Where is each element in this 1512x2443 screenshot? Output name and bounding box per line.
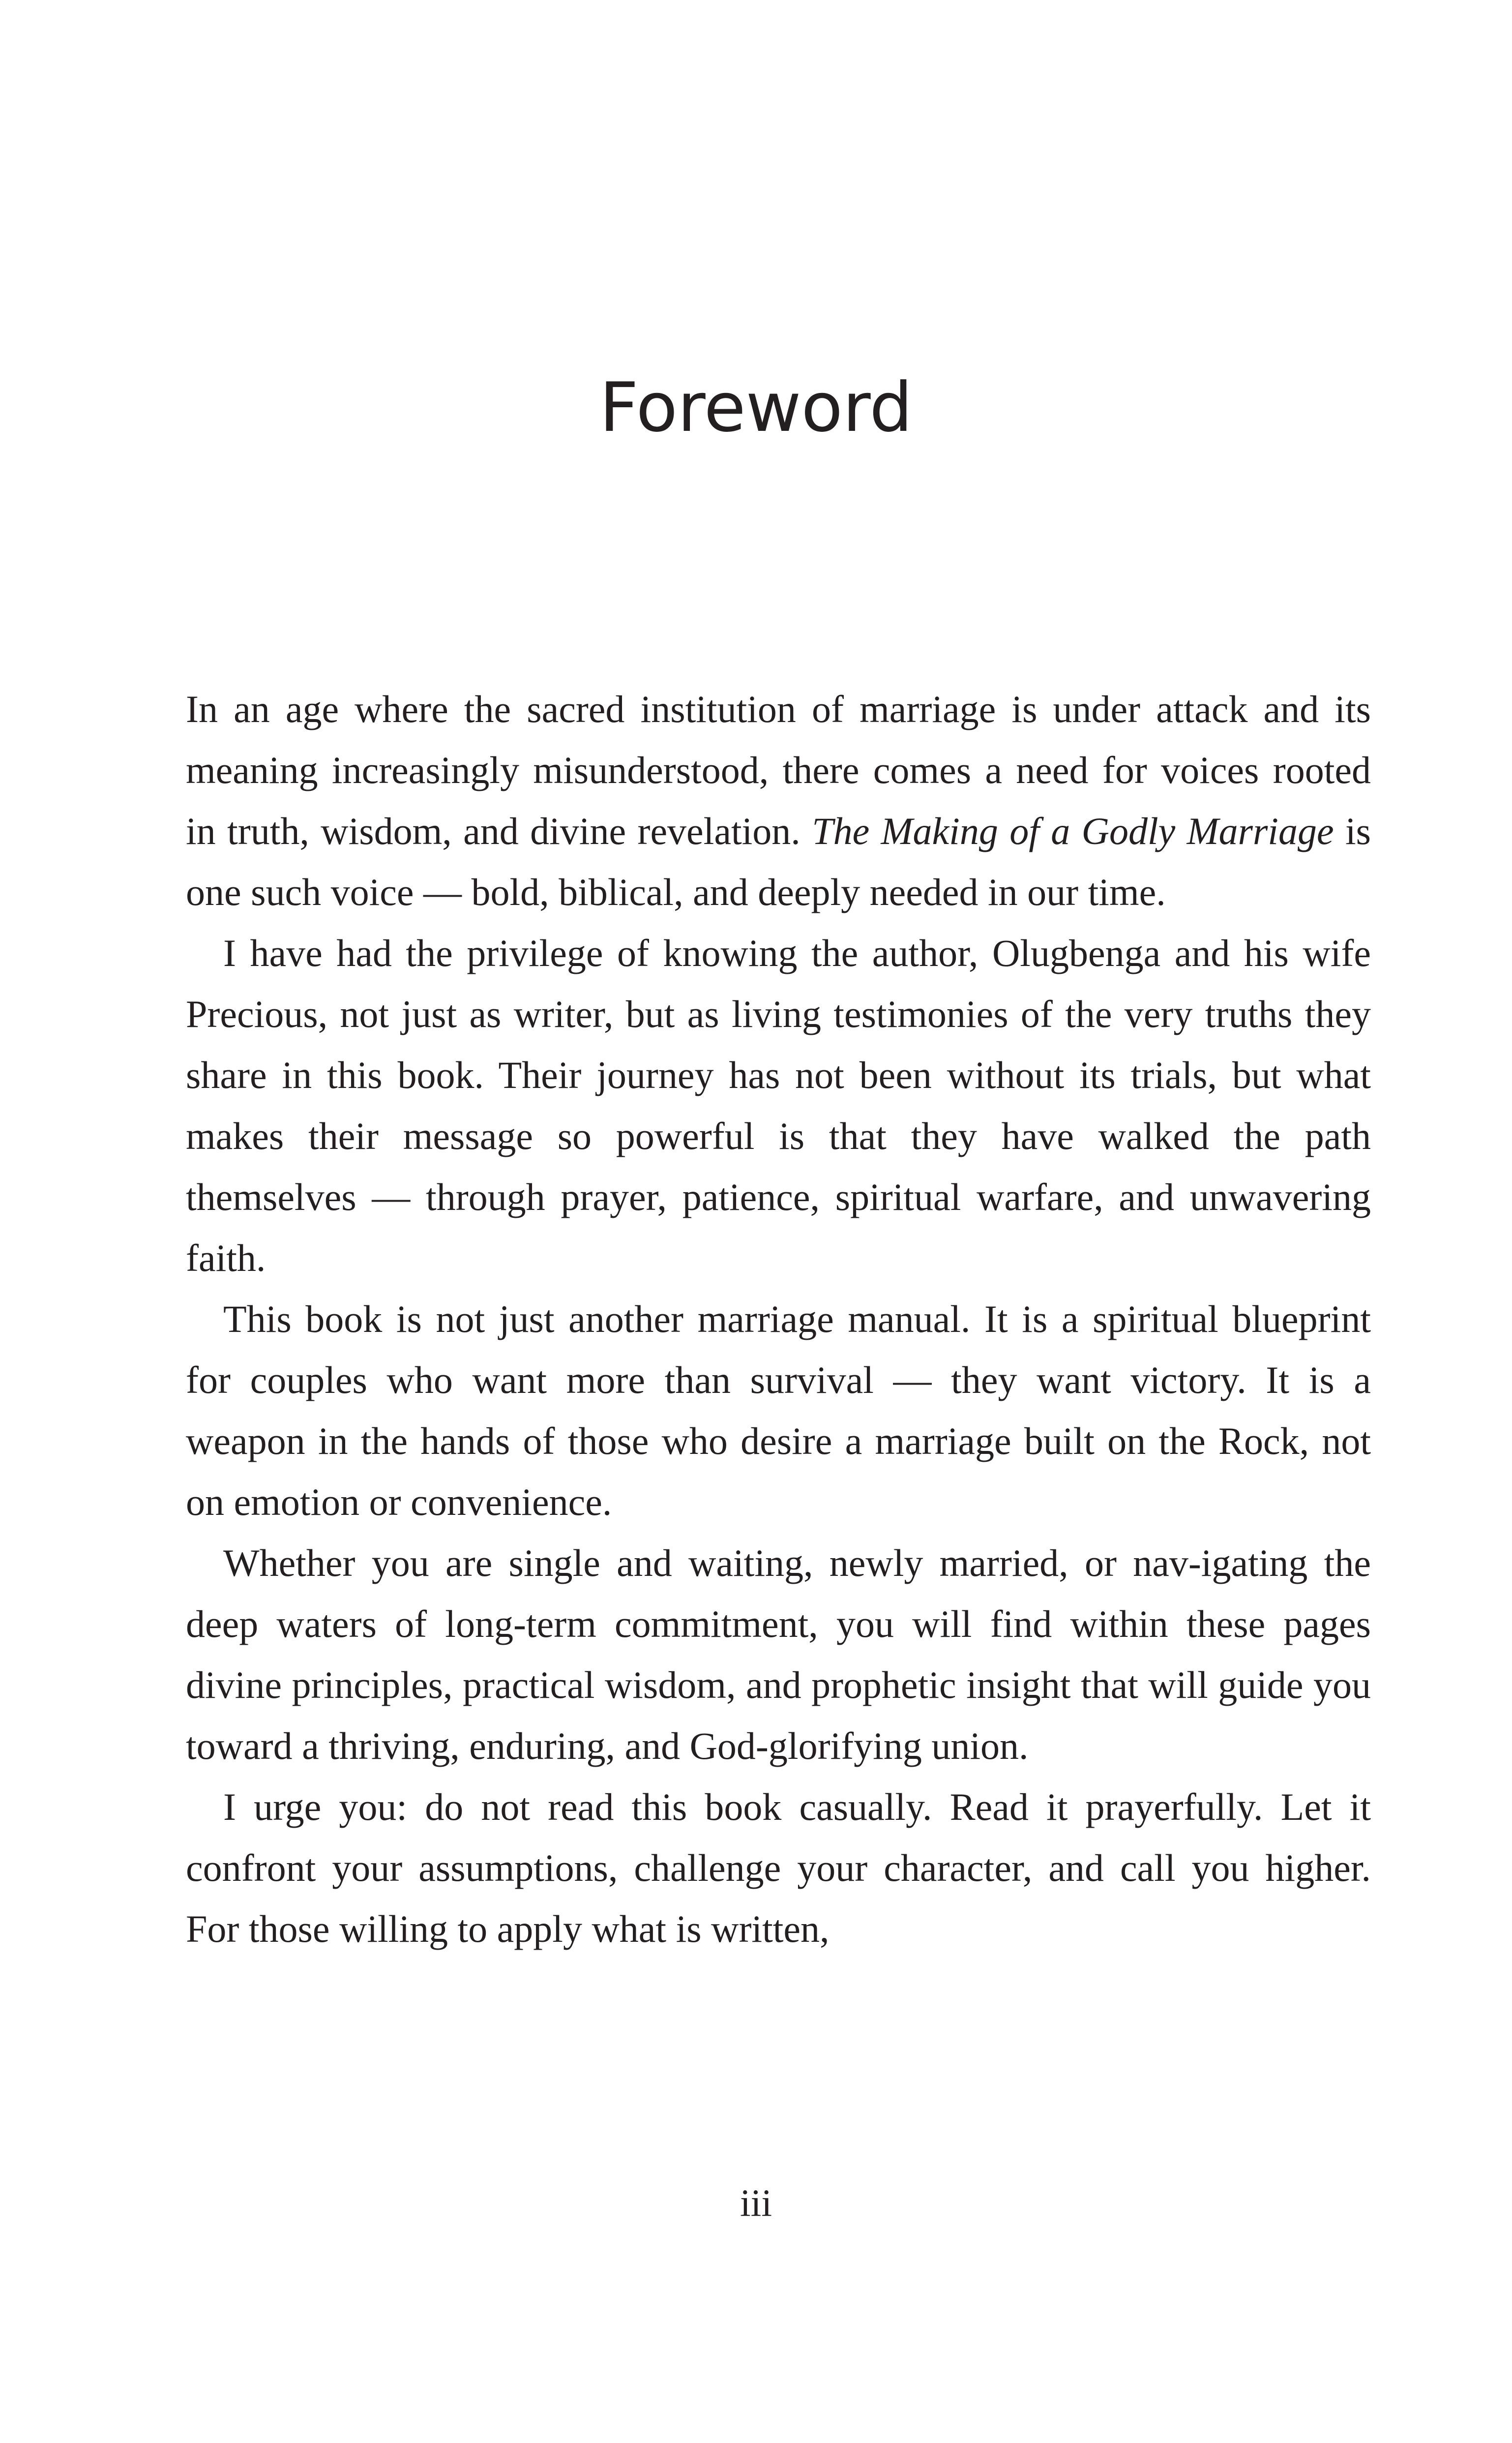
- paragraph-2: I have had the privilege of knowing the author, Olugbenga and his wife Precious, not just as writer, but as living testimonies of the very truths they share in this book. Their journey has not been without its trials, but what makes their message so powerful is that they have walked the path themselves — through prayer, patience, spiritual warfare, and unwavering faith.: [186, 932, 1371, 1279]
- paragraph-1-lead: In an age where the sacred institution of marriage is under attack and its meaning increasingly misunderstood, there comes a need for voices rooted in truth, wisdom, and divine revelation.: [186, 688, 1371, 852]
- book-title-italic: The Making of a Godly Marriage: [812, 810, 1334, 852]
- page-number: iii: [740, 2181, 772, 2224]
- paragraph-5: I urge you: do not read this book casually. Read it prayerfully. Let it confront your assumptions, challenge your character, and call you higher. For those willing to apply what is written,: [186, 1785, 1371, 1950]
- paragraph-4: Whether you are single and waiting, newly married, or nav-igating the deep waters of long-term commitment, you will find within these pages divine principles, practical wisdom, and prophetic insight that will guide you toward a thriving, enduring, and God-glorifying union.: [186, 1541, 1371, 1767]
- paragraph-1: [186, 679, 1371, 923]
- paragraph-3: This book is not just another marriage manual. It is a spiritual blueprint for couples who want more than survival — they want victory. It is a weapon in the hands of those who desire a marriage built on the Rock, not on emotion or convenience.: [186, 1297, 1371, 1523]
- foreword-body: [186, 679, 1371, 1960]
- chapter-title: Foreword: [599, 368, 913, 447]
- paragraph-1-tail: is one such voice — bold, biblical, and deeply needed in our time.: [186, 810, 1371, 913]
